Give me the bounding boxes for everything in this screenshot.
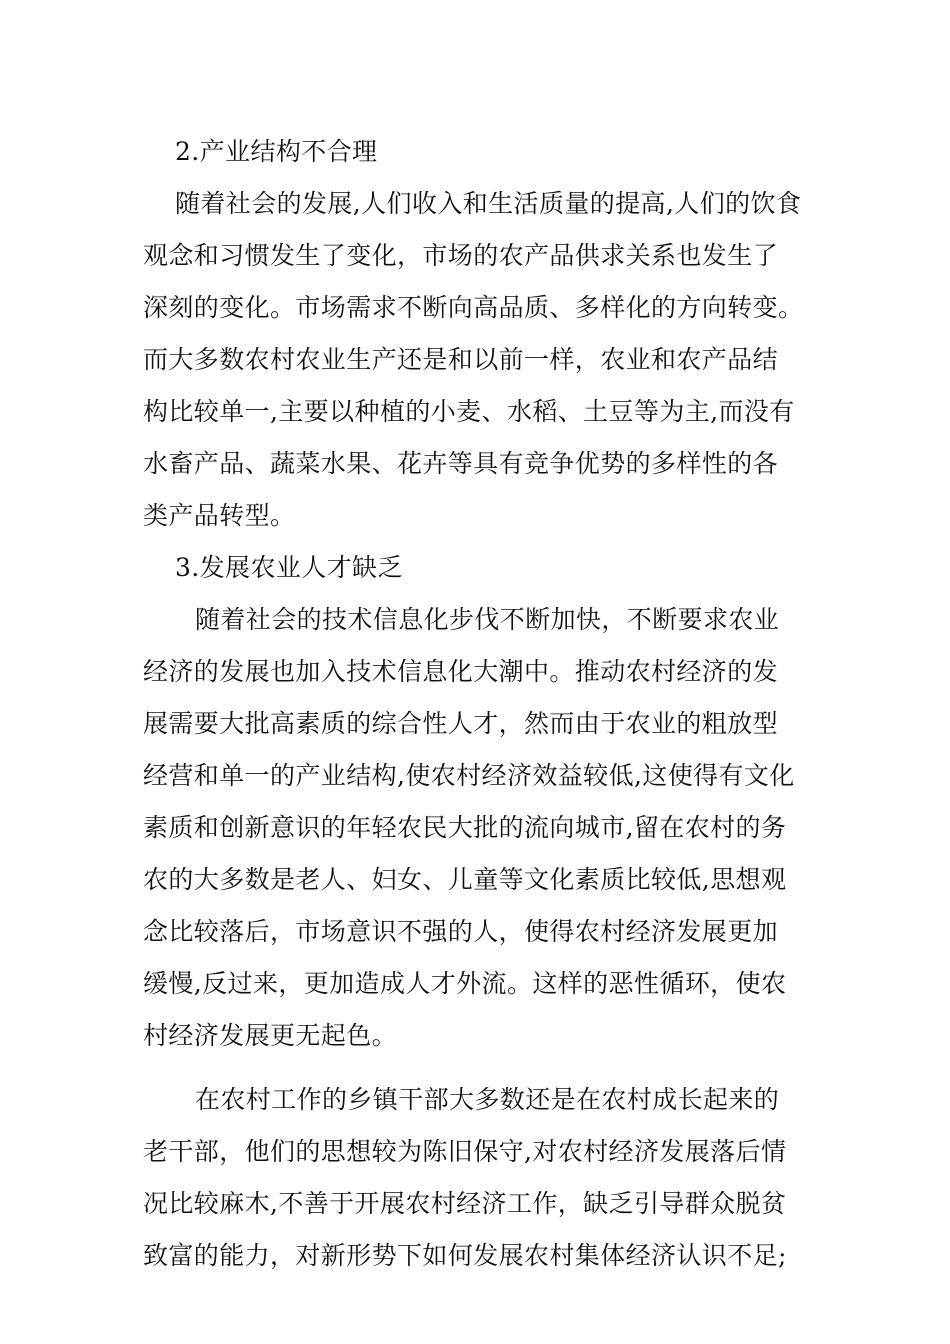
paragraph-township-cadres bbox=[143, 1074, 808, 1282]
paragraph-line: 观念和习惯发生了变化，市场的农产品供求关系也发生了 bbox=[143, 241, 779, 270]
paragraph-line: 展需要大批高素质的综合性人才，然而由于农业的粗放型 bbox=[143, 709, 779, 738]
paragraph-line: 深刻的变化。市场需求不断向高品质、多样化的方向转变。 bbox=[143, 293, 804, 322]
paragraph-spacer bbox=[143, 1062, 808, 1074]
paragraph-talent-shortage bbox=[143, 594, 808, 1062]
paragraph-line: 况比较麻木,不善于开展农村经济工作，缺乏引导群众脱贫 bbox=[143, 1189, 787, 1218]
paragraph-line: 而大多数农村农业生产还是和以前一样，农业和农产品结 bbox=[143, 345, 779, 374]
paragraph-line: 在农村工作的乡镇干部大多数还是在农村成长起来的 bbox=[195, 1085, 780, 1114]
paragraph-line: 随着社会的技术信息化步伐不断加快，不断要求农业 bbox=[195, 605, 780, 634]
paragraph-line: 致富的能力，对新形势下如何发展农村集体经济认识不足; bbox=[143, 1241, 787, 1270]
paragraph-line: 农的大多数是老人、妇女、儿童等文化素质比较低,思想观 bbox=[143, 865, 787, 894]
section-heading-2: 2.产业结构不合理 bbox=[175, 137, 378, 166]
paragraph-line: 水畜产品、蔬菜水果、花卉等具有竞争优势的多样性的各 bbox=[143, 449, 779, 478]
paragraph-line: 经营和单一的产业结构,使农村经济效益较低,这使得有文化 bbox=[143, 761, 795, 790]
section-heading-3: 3.发展农业人才缺乏 bbox=[175, 553, 403, 582]
paragraph-line: 经济的发展也加入技术信息化大潮中。推动农村经济的发 bbox=[143, 657, 779, 686]
paragraph-line: 构比较单一,主要以种植的小麦、水稻、土豆等为主,而没有 bbox=[143, 397, 795, 426]
paragraph-line: 老干部，他们的思想较为陈旧保守,对农村经济发展落后情 bbox=[143, 1137, 787, 1166]
paragraph-line: 村经济发展更无起色。 bbox=[143, 1021, 398, 1050]
paragraph-line: 素质和创新意识的年轻农民大批的流向城市,留在农村的务 bbox=[143, 813, 787, 842]
paragraph-line: 缓慢,反过来，更加造成人才外流。这样的恶性循环，使农 bbox=[143, 969, 787, 998]
paragraph-line: 随着社会的发展,人们收入和生活质量的提高,人们的饮食 bbox=[175, 189, 802, 218]
paragraph-industry-structure bbox=[143, 178, 808, 542]
paragraph-line: 念比较落后，市场意识不强的人，使得农村经济发展更加 bbox=[143, 917, 779, 946]
document-body bbox=[143, 126, 808, 1282]
paragraph-line: 类产品转型。 bbox=[143, 501, 296, 530]
